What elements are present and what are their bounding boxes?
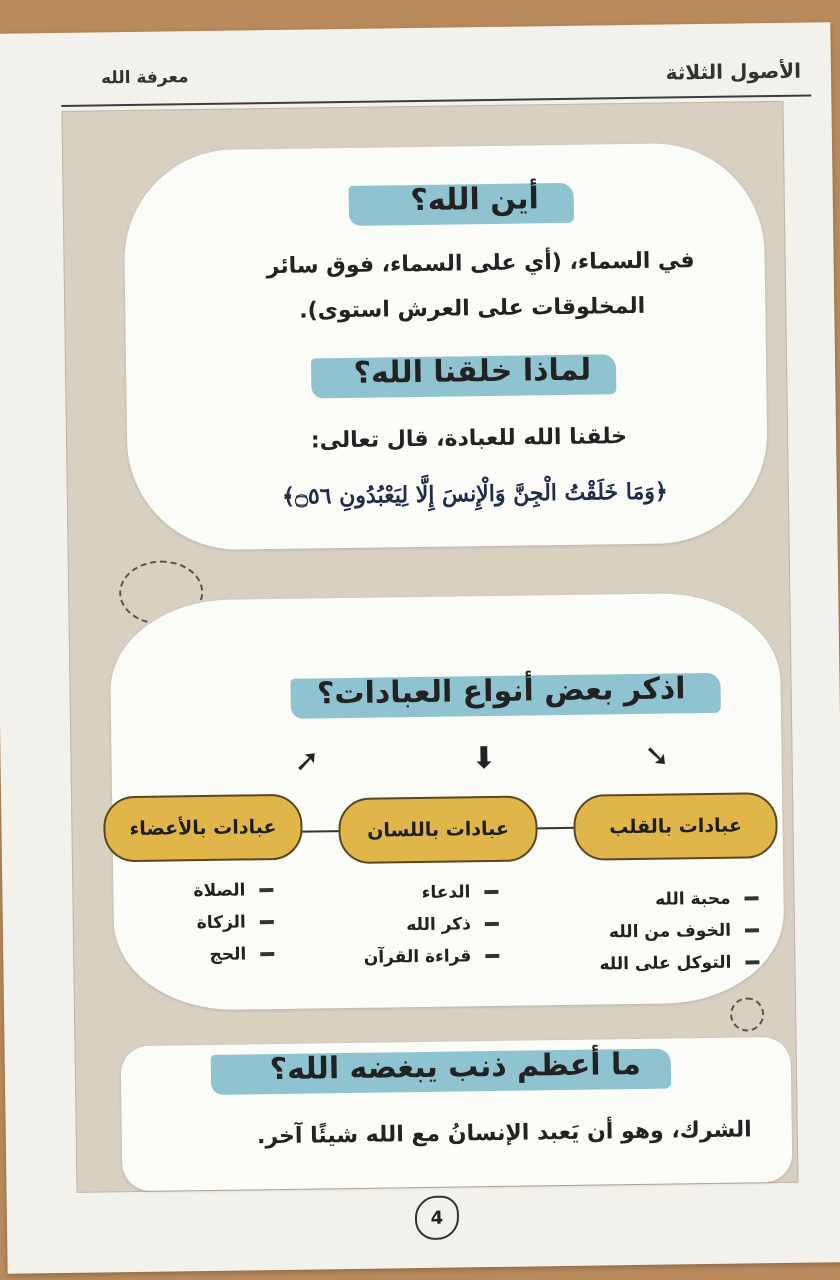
list-item: التوكل على الله xyxy=(600,946,760,980)
question-why-answer: خلقنا الله للعبادة، قال تعالى: xyxy=(311,424,629,454)
category-heart-pill: عبادات بالقلب xyxy=(574,792,779,861)
list-item: محبة الله xyxy=(599,882,759,916)
tongue-worship-list xyxy=(364,876,501,974)
question-worship-title: اذكر بعض أنواع العبادات؟ xyxy=(317,671,687,712)
question-card-worship-types xyxy=(110,592,786,1011)
question-sin-answer: الشرك، وهو أن يَعبد الإنسانُ مع الله شيئًا آخر. xyxy=(257,1117,753,1150)
list-item: ذكر الله xyxy=(364,908,500,942)
question-card-where xyxy=(124,142,770,551)
content-panel xyxy=(62,101,799,1193)
book-page xyxy=(0,22,840,1274)
book-title: الأصول الثلاثة xyxy=(666,58,803,85)
list-item: الخوف من الله xyxy=(600,914,760,948)
arrow-down-icon: ➚ xyxy=(295,743,321,779)
question-card-greatest-sin xyxy=(122,1037,794,1191)
connector-line xyxy=(539,827,579,830)
question-sin-title: ما أعظم ذنب يبغضه الله؟ xyxy=(270,1046,643,1088)
list-item: الزكاة xyxy=(195,906,275,939)
quran-verse: ﴿وَمَا خَلَقْتُ الْجِنَّ وَالْإِنسَ إِلَّا لِيَعْبُدُونِ ۝٥٦﴾ xyxy=(282,478,670,510)
arrow-down-icon: ➘ xyxy=(645,738,671,774)
list-item: قراءة القرآن xyxy=(365,940,501,974)
question-why-title: لماذا خلقنا الله؟ xyxy=(354,352,593,391)
connector-line xyxy=(304,830,344,833)
question-where-answer-line1: في السماء، (أي على السماء، فوق سائر xyxy=(267,248,696,280)
list-item: الدعاء xyxy=(364,876,500,910)
list-item: الصلاة xyxy=(194,874,274,907)
category-limbs-pill: عبادات بالأعضاء xyxy=(104,794,304,863)
page-number: 4 xyxy=(416,1195,461,1240)
question-where-title: أين الله؟ xyxy=(411,181,540,219)
heart-worship-list xyxy=(599,882,760,980)
list-item: الحج xyxy=(195,938,275,971)
limbs-worship-list xyxy=(194,874,275,971)
category-tongue-pill: عبادات باللسان xyxy=(339,795,539,864)
decorative-dashed-loop xyxy=(731,997,765,1031)
arrow-down-icon: ⬇ xyxy=(472,740,498,777)
question-where-answer-line2: المخلوقات على العرش استوى). xyxy=(300,293,647,324)
section-title: معرفة الله xyxy=(101,67,190,89)
